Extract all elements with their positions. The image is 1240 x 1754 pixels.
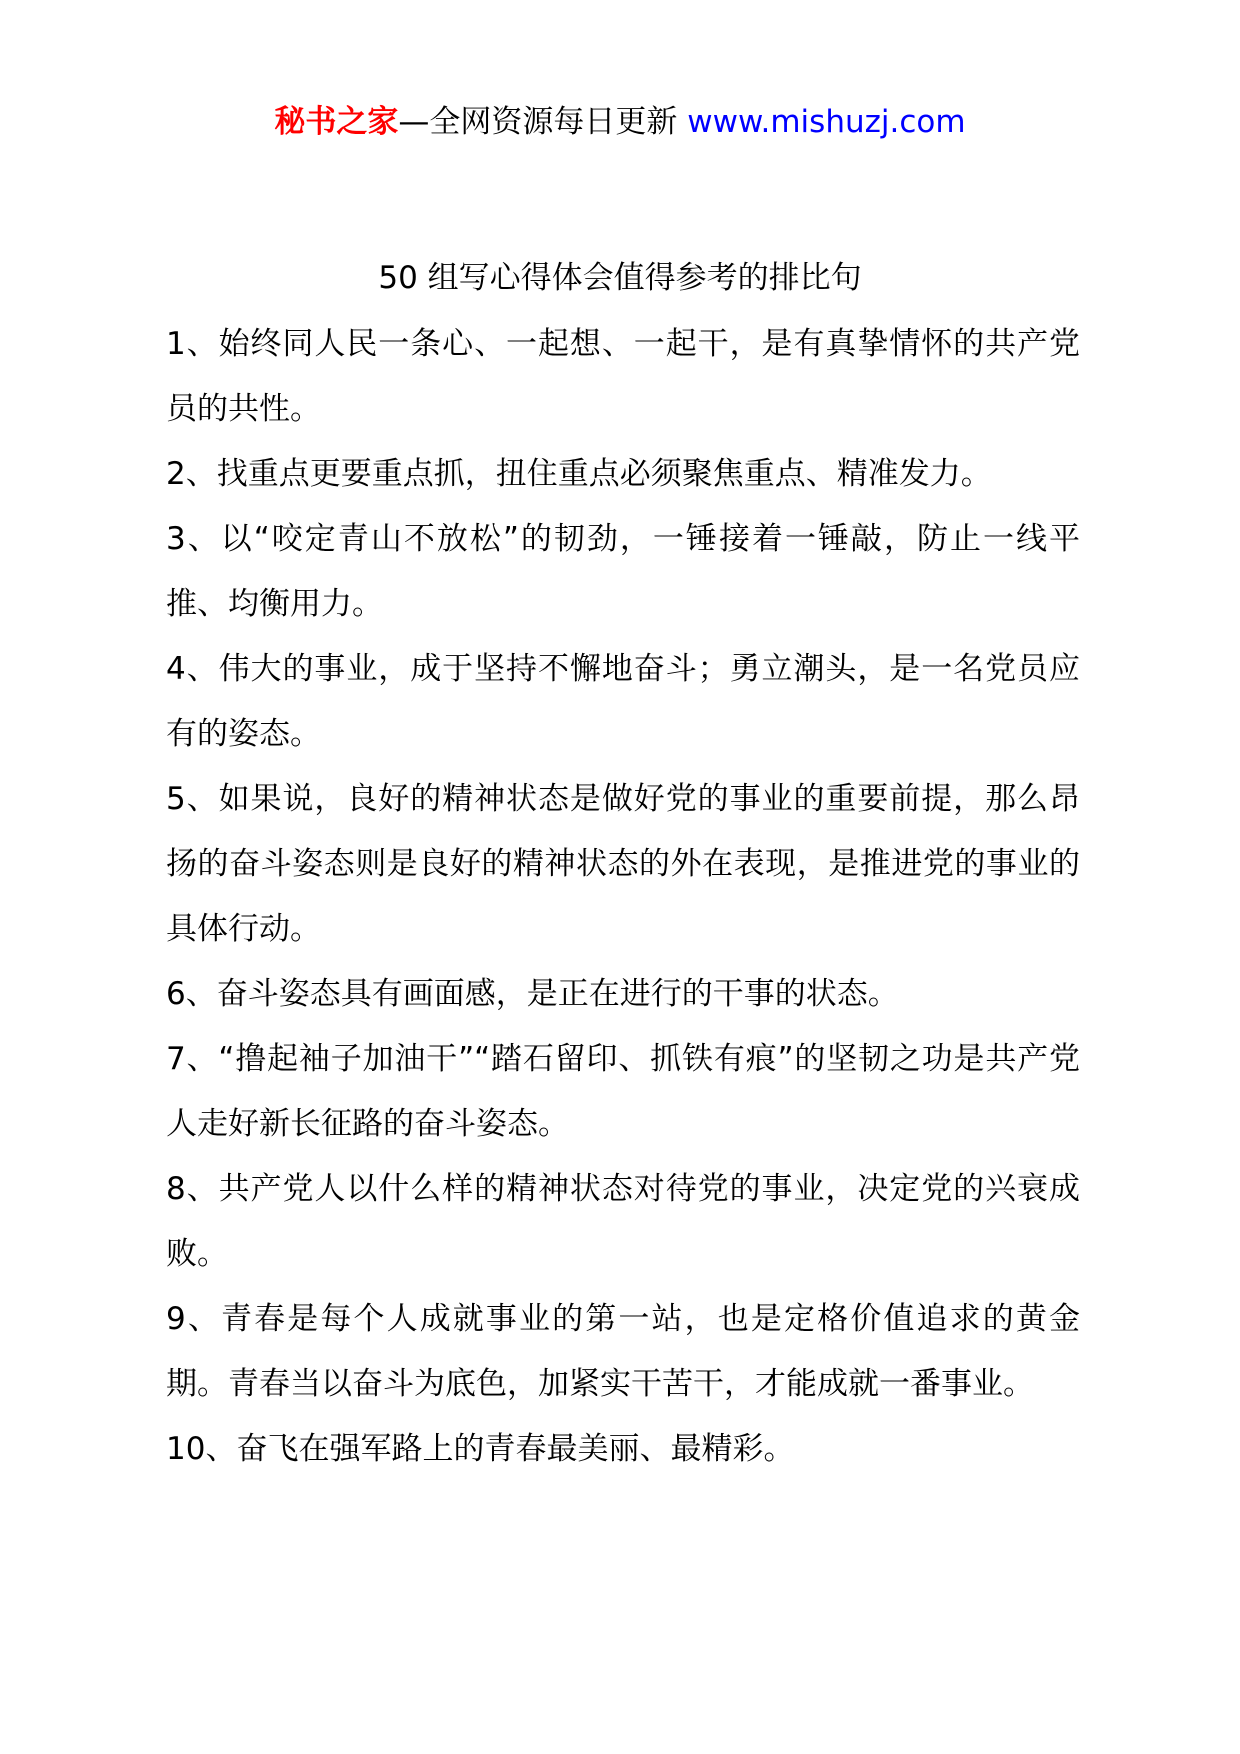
list-item: 9、青春是每个人成就事业的第一站，也是定格价值追求的黄金期。青春当以奋斗为底色，加紧实干苦干，才能成就一番事业。	[166, 1301, 1080, 1402]
list-item: 1、始终同人民一条心、一起想、一起干，是有真挚情怀的共产党员的共性。	[166, 326, 1080, 427]
document-body	[166, 312, 1080, 1482]
list-item: 6、奋斗姿态具有画面感，是正在进行的干事的状态。	[166, 976, 899, 1012]
list-item: 4、伟大的事业，成于坚持不懈地奋斗；勇立潮头，是一名党员应有的姿态。	[166, 651, 1080, 752]
list-item: 7、“撸起袖子加油干”“踏石留印、抓铁有痕”的坚韧之功是共产党人走好新长征路的奋斗姿态。	[166, 1041, 1080, 1142]
list-item: 2、找重点更要重点抓，扭住重点必须聚焦重点、精准发力。	[166, 456, 992, 492]
website-url: www.mishuzj.com	[687, 104, 966, 140]
list-item: 3、以“咬定青山不放松”的韧劲，一锤接着一锤敲，防止一线平推、均衡用力。	[166, 521, 1080, 622]
list-item: 8、共产党人以什么样的精神状态对待党的事业，决定党的兴衰成败。	[166, 1171, 1080, 1272]
brand-name: 秘书之家	[274, 104, 399, 140]
list-item: 10、奋飞在强军路上的青春最美丽、最精彩。	[166, 1431, 795, 1467]
header-tagline: —全网资源每日更新	[398, 104, 688, 140]
document-title: 50 组写心得体会值得参考的排比句	[378, 260, 862, 296]
page-header	[0, 102, 1240, 142]
list-item: 5、如果说，良好的精神状态是做好党的事业的重要前提，那么昂扬的奋斗姿态则是良好的精神状态的外在表现，是推进党的事业的具体行动。	[166, 781, 1080, 947]
